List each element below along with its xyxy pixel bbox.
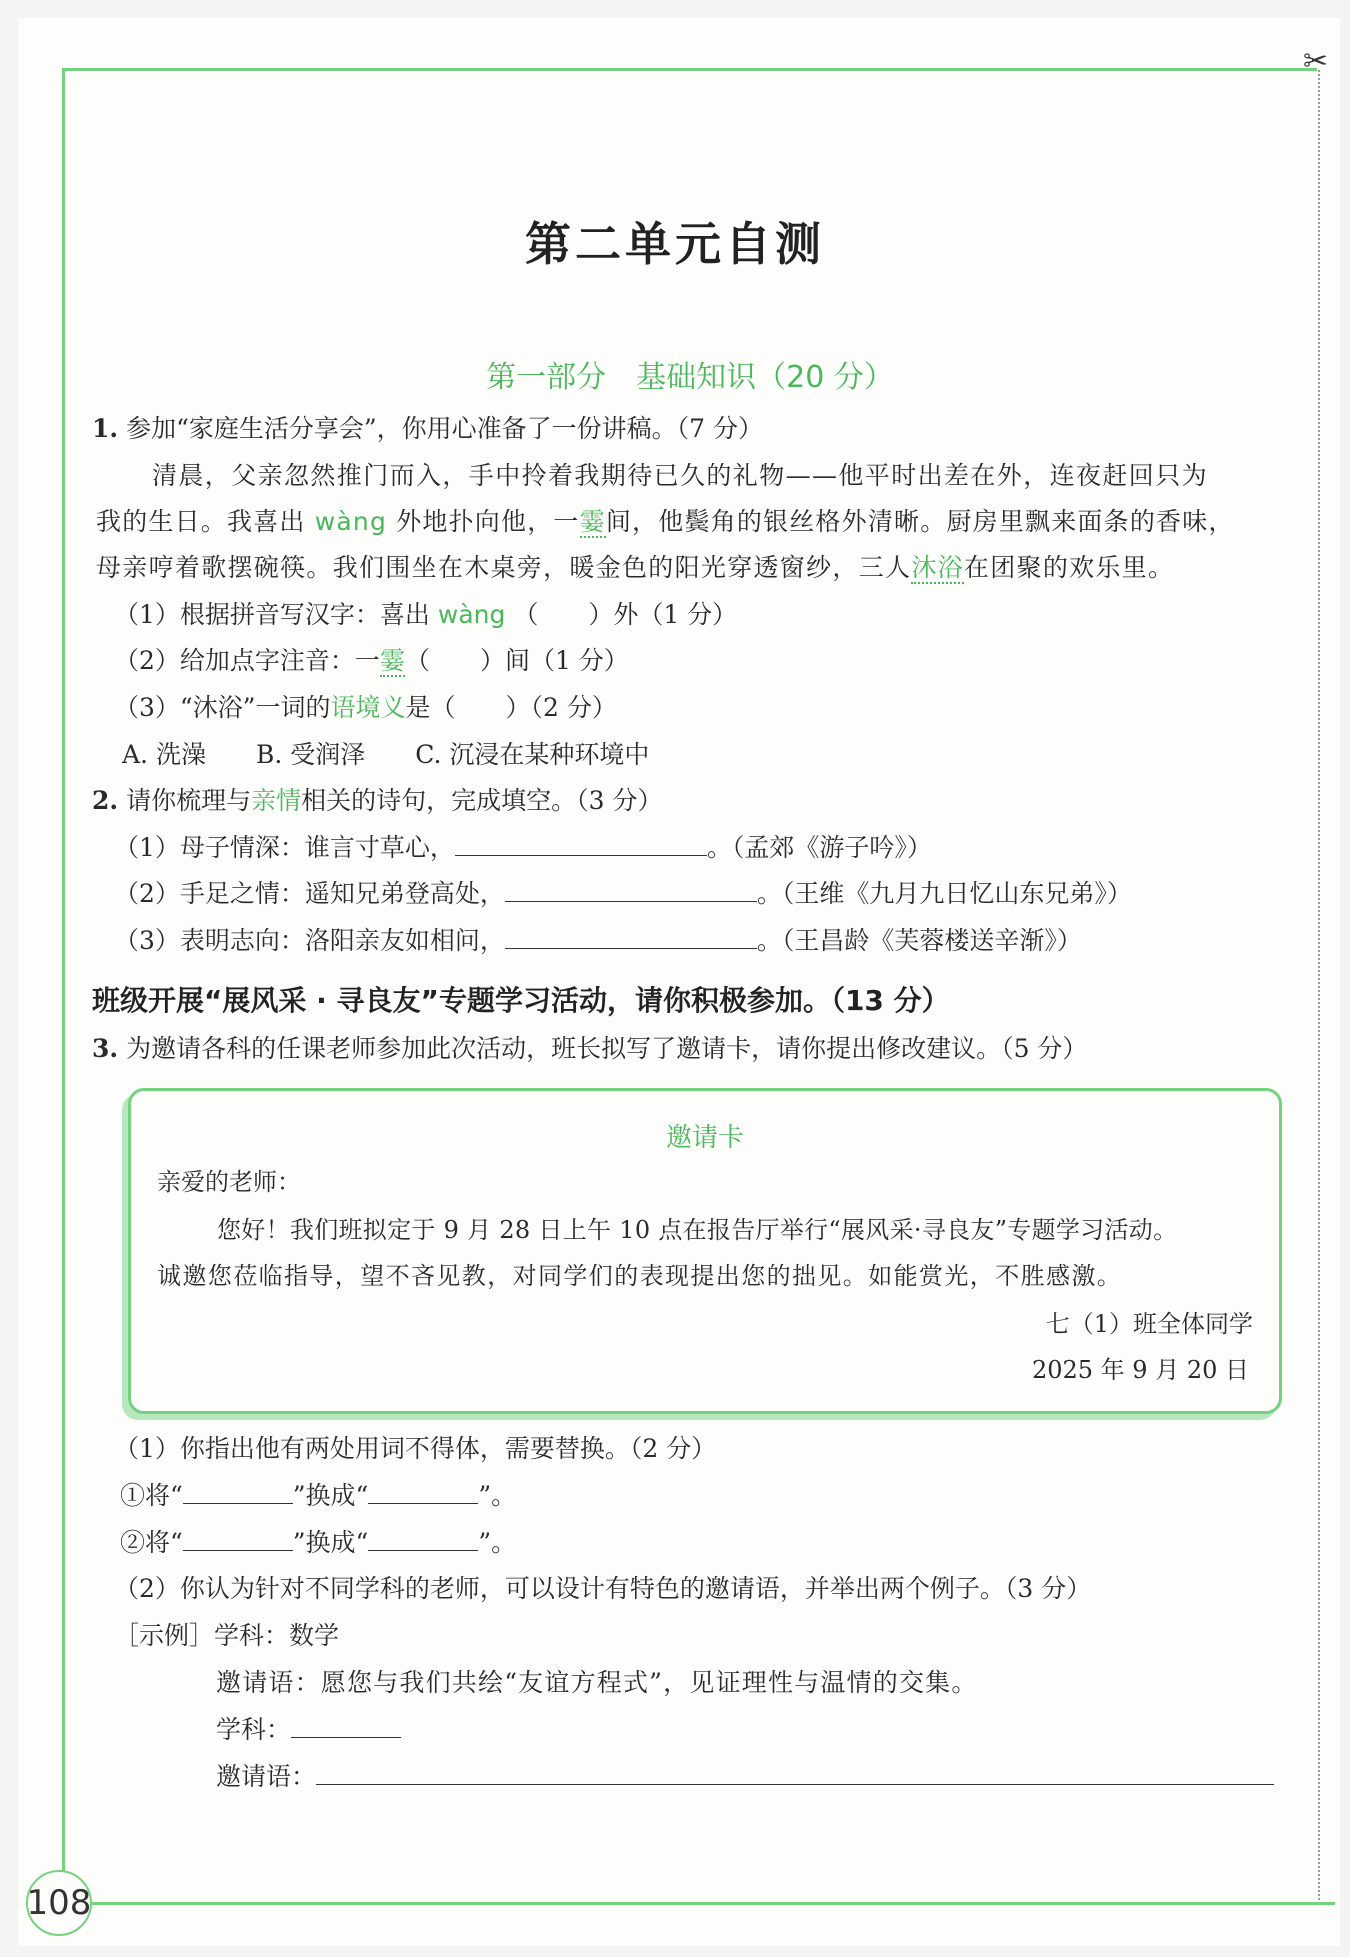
sub-text: （ ）外（1 分） — [513, 600, 738, 629]
q2-stem — [92, 784, 662, 818]
q3-invite-line — [216, 1760, 1274, 1794]
q3-text: ”。 — [478, 1528, 517, 1557]
q2-text: （3）表明志向：洛阳亲友如相问， — [114, 926, 505, 955]
pinyin-wang: wàng — [314, 507, 388, 536]
q3-sub1: （1）你指出他有两处用词不得体，需要替换。（2 分） — [114, 1434, 717, 1463]
answer-blank[interactable] — [505, 926, 757, 949]
q1-options: A. 洗澡 B. 受润泽 C. 沉浸在某种环境中 — [122, 740, 650, 769]
sub-text: 是（ ）（2 分） — [405, 693, 617, 722]
highlight-family-love: 亲情 — [251, 786, 302, 815]
answer-blank[interactable] — [368, 1481, 478, 1504]
scissors-icon: ✂ — [1303, 44, 1329, 79]
card-body-line-2: 诚邀您莅临指导，望不吝见教，对同学们的表现提出您的拙见。如能赏光，不胜感激。 — [157, 1262, 1123, 1290]
dotted-char-sha: 霎 — [579, 507, 606, 536]
q1-passage-line-2 — [96, 505, 1235, 539]
answer-blank[interactable] — [455, 833, 707, 856]
card-body-line-1: 您好！我们班拟定于 9 月 28 日上午 10 点在报告厅举行“展风采·寻良友”专题学习活动。 — [217, 1216, 1178, 1244]
q1-sub1 — [114, 598, 737, 632]
q3-text: ”换成“ — [292, 1481, 369, 1510]
answer-blank[interactable] — [183, 1481, 293, 1504]
q2-text: 。（孟郊《游子吟》） — [706, 833, 932, 862]
q3-example-subject: ［示例］学科：数学 — [114, 1621, 340, 1650]
sub-text: （ ）间（1 分） — [404, 646, 629, 675]
passage-text: 在团聚的欢乐里。 — [963, 553, 1175, 582]
activity-heading: 班级开展“展风采 · 寻良友”专题学习活动，请你积极参加。（13 分） — [92, 984, 950, 1017]
answer-blank[interactable] — [316, 1762, 1274, 1785]
sub-text: （2）给加点字注音：一 — [114, 646, 380, 675]
q1-stem-text: 参加“家庭生活分享会”，你用心准备了一份讲稿。（7 分） — [126, 414, 763, 443]
sub-text: （1）根据拼音写汉字：喜出 — [114, 600, 430, 629]
q3-text: ①将“ — [120, 1481, 183, 1510]
q1-passage-line-3 — [96, 551, 1174, 585]
q2-text: 相关的诗句，完成填空。（3 分） — [301, 786, 663, 815]
q2-line-3 — [114, 924, 1082, 958]
q3-text: ②将“ — [120, 1528, 183, 1557]
passage-text: 我的生日。我喜出 — [96, 507, 306, 536]
q3-replace-1 — [120, 1479, 516, 1513]
q1-stem — [92, 412, 763, 446]
answer-blank[interactable] — [505, 879, 757, 902]
card-title: 邀请卡 — [665, 1123, 744, 1153]
q3-text: ”换成“ — [292, 1528, 369, 1557]
passage-text: 外地扑向他，一 — [396, 507, 580, 536]
q3-text: ”。 — [478, 1481, 517, 1510]
q3-stem — [92, 1032, 1087, 1066]
q2-line-1 — [114, 831, 932, 865]
answer-blank[interactable] — [291, 1715, 401, 1738]
q3-subject-line — [216, 1713, 401, 1747]
q2-text: 请你梳理与 — [126, 786, 252, 815]
card-signature: 七（1）班全体同学 — [1045, 1310, 1253, 1338]
q2-text: （2）手足之情：遥知兄弟登高处， — [114, 879, 505, 908]
q2-text: （1）母子情深：谁言寸草心， — [114, 833, 455, 862]
answer-blank[interactable] — [368, 1528, 478, 1551]
page-title: 第二单元自测 — [525, 217, 825, 271]
q3-example-invite: 邀请语：愿您与我们共绘“友谊方程式”，见证理性与温情的交集。 — [216, 1668, 978, 1697]
q3-sub2: （2）你认为针对不同学科的老师，可以设计有特色的邀请语，并举出两个例子。（3 分） — [114, 1574, 1092, 1603]
invitation-card — [128, 1088, 1282, 1414]
card-date: 2025 年 9 月 20 日 — [1031, 1356, 1249, 1384]
highlight-context-meaning: 语境义 — [330, 693, 406, 722]
frame-bottom-border — [80, 1902, 1335, 1905]
q3-text: 学科： — [216, 1715, 292, 1744]
page-sheet — [18, 18, 1340, 1946]
frame-top-border — [62, 68, 1317, 71]
q2-text: 。（王昌龄《芙蓉楼送辛渐》） — [756, 926, 1082, 955]
q3-stem-text: 为邀请各科的任课老师参加此次活动，班长拟写了邀请卡，请你提出修改建议。（5 分） — [126, 1034, 1088, 1063]
q3-number: 3. — [92, 1034, 119, 1063]
answer-blank[interactable] — [183, 1528, 293, 1551]
card-greeting: 亲爱的老师： — [157, 1168, 301, 1196]
q2-line-2 — [114, 877, 1132, 911]
q3-replace-2 — [120, 1526, 516, 1560]
q2-text: 。（王维《九月九日忆山东兄弟》） — [756, 879, 1132, 908]
q1-passage-line-1: 清晨，父亲忽然推门而入，手中拎着我期待已久的礼物——他平时出差在外，连夜赶回只为 — [152, 461, 1209, 490]
sub-text: （3）“沐浴”一词的 — [114, 693, 331, 722]
q3-text: 邀请语： — [216, 1762, 317, 1791]
q1-number: 1. — [92, 414, 119, 443]
pinyin-wang: wàng — [437, 600, 506, 629]
q1-sub3 — [114, 691, 617, 725]
q2-number: 2. — [92, 786, 119, 815]
highlight-muyu: 沐浴 — [911, 553, 964, 582]
section-heading-basic-knowledge: 第一部分 基础知识（20 分） — [486, 360, 894, 395]
passage-text: 间，他鬓角的银丝格外清晰。厨房里飘来面条的香味， — [605, 507, 1235, 536]
page-number: 108 — [26, 1870, 92, 1936]
dotted-char-sha: 霎 — [379, 646, 405, 675]
cut-line — [1318, 70, 1320, 1900]
frame-left-border — [62, 68, 65, 1903]
passage-text: 母亲哼着歌摆碗筷。我们围坐在木桌旁，暖金色的阳光穿透窗纱，三人 — [96, 553, 912, 582]
q1-sub2 — [114, 644, 629, 678]
